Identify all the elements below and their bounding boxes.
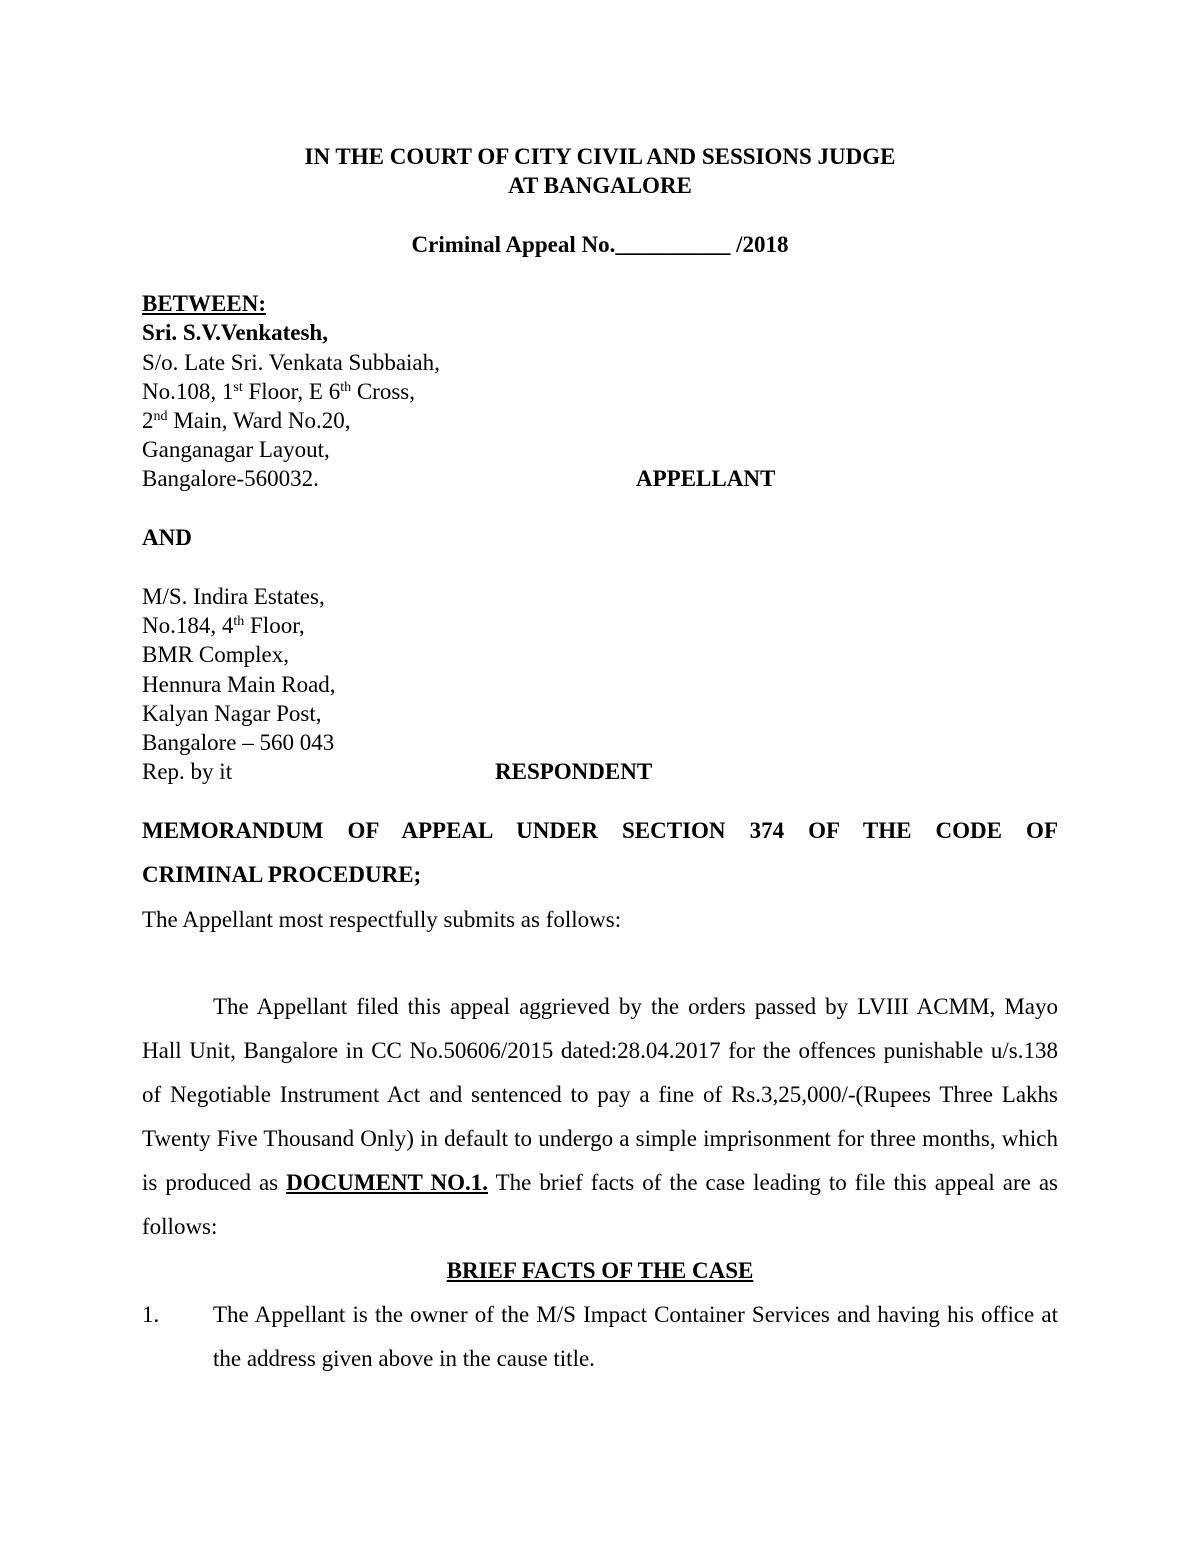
appellant-role: APPELLANT: [636, 466, 776, 491]
appellant-address-line-1: No.108, 1st Floor, E 6th Cross,: [142, 379, 415, 404]
memorandum-heading-line-2: CRIMINAL PROCEDURE;: [142, 862, 422, 887]
appeal-paragraph-text-1: The Appellant filed this appeal aggrieved by the orders passed by LVIII ACMM, Mayo Hall Unit, Bangalore in CC No.50606/2015 dated:28.04.2017 for the offences punishable u/s.138 of Negotiable Instrument Act and sentenced to pay a fine of Rs.3,25,000/-(Rupees Three Lakhs Twenty Five Thousand Only) in default to undergo a simple imprisonment for three months, which is produced as: [142, 994, 1058, 1195]
appeal-paragraph-text-2: The brief facts of the case leading to file this appeal are as follows:: [142, 1170, 1058, 1239]
case-number: [0, 230, 1200, 260]
case-number-year: /2018: [730, 232, 789, 257]
fact-item-number: 1.: [142, 1302, 160, 1327]
memorandum-intro: The Appellant most respectfully submits as follows:: [142, 907, 622, 932]
fact-item-text: The Appellant is the owner of the M/S Impact Container Services and having his office at the address given above in the cause title.: [213, 1302, 1058, 1371]
court-location: AT BANGALORE: [508, 173, 692, 198]
memorandum-heading-line-1: MEMORANDUM OF APPEAL UNDER SECTION 374 OF THE CODE OF: [142, 818, 1058, 843]
appellant-address-line-3: Ganganagar Layout,: [142, 437, 330, 462]
respondent-address-line-3: Hennura Main Road,: [142, 672, 336, 697]
appellant-name: Sri. S.V.Venkatesh,: [142, 320, 328, 345]
respondent-address-line-2: BMR Complex,: [142, 642, 289, 667]
appellant-parentage: S/o. Late Sri. Venkata Subbaiah,: [142, 350, 440, 375]
and-label: AND: [142, 525, 192, 550]
respondent-name: M/S. Indira Estates,: [142, 584, 325, 609]
appellant-address-line-4: Bangalore-560032.: [142, 466, 319, 491]
between-label: BETWEEN:: [142, 291, 266, 316]
respondent-address-line-1: No.184, 4th Floor,: [142, 613, 305, 638]
appeal-paragraph: [142, 985, 1058, 1249]
respondent-role: RESPONDENT: [495, 759, 653, 784]
document-reference: DOCUMENT NO.1.: [286, 1170, 488, 1195]
brief-facts-heading: BRIEF FACTS OF THE CASE: [446, 1258, 754, 1283]
case-number-prefix: Criminal Appeal No.: [411, 232, 616, 257]
court-title: IN THE COURT OF CITY CIVIL AND SESSIONS JUDGE: [304, 144, 896, 169]
case-number-blank: __________: [615, 232, 731, 257]
respondent-representation: Rep. by it: [142, 759, 233, 784]
respondent-address-line-4: Kalyan Nagar Post,: [142, 701, 322, 726]
appellant-address-line-2: 2nd Main, Ward No.20,: [142, 408, 351, 433]
respondent-address-line-5: Bangalore – 560 043: [142, 730, 335, 755]
